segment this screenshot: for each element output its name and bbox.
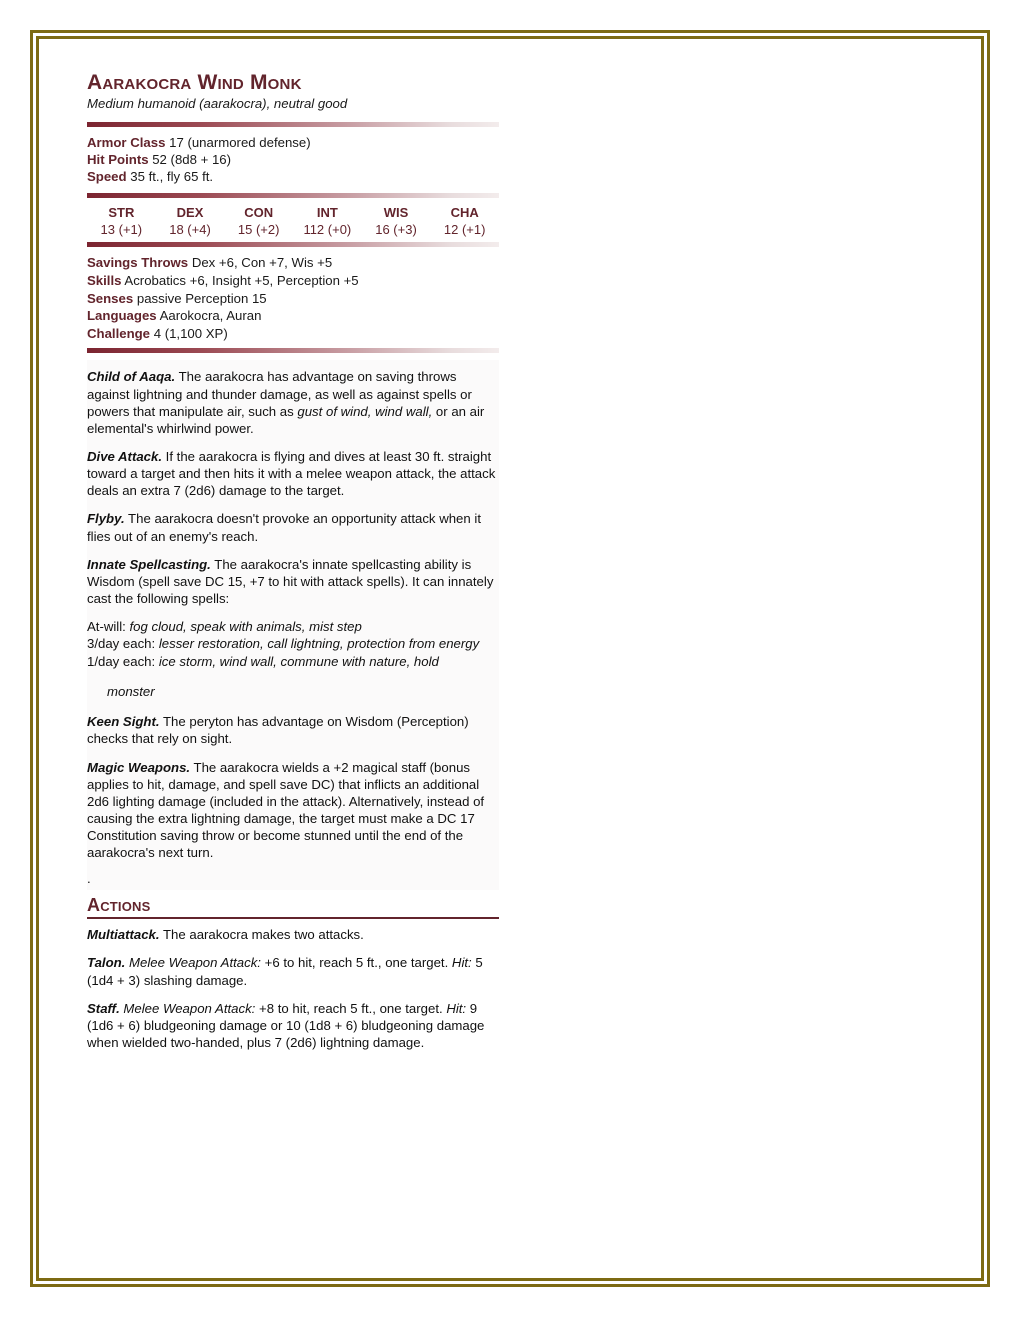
speed-value: 35 ft., fly 65 ft. [130,169,214,185]
saving-throws-label: Savings Throws [87,254,189,270]
trait-keen-sight-name: Keen Sight. [87,714,160,730]
skills-label: Skills [87,272,122,288]
ability-cha-score: 12 (+1) [443,221,486,237]
armor-class-label: Armor Class [87,134,166,150]
spell-three-per-day-spells: lesser restoration, call lightning, protection from energy [158,636,480,652]
trait-child-of-aaqa-name: Child of Aaqa. [87,369,176,385]
trait-keen-sight [87,713,499,747]
ability-dex [156,205,225,239]
ability-cha [430,205,499,239]
action-talon-hit-label: Hit: [451,955,472,971]
ability-con-score: 15 (+2) [237,221,280,237]
trait-child-of-aaqa-text-2: or an air elemental's whirlwind power. [87,403,485,436]
divider-top [87,122,499,127]
languages-line [87,307,499,325]
trait-flyby-text: The aarakocra doesn't provoke an opportunity attack when it flies out of an enemy's reach. [87,511,481,544]
trait-innate-spellcasting-name: Innate Spellcasting. [87,556,211,572]
divider-abilities-bottom [87,242,499,247]
trait-innate-spellcasting-text: The aarakocra's innate spellcasting ability is Wisdom (spell save DC 15, +7 to hit with attack spells). It can innately cast the following spells: [87,556,494,607]
trait-magic-weapons-text: The aarakocra wields a +2 magical staff (bonus applies to hit, damage, and spell save DC) that inflicts an additional 2d6 lighting damage (included in the attack). Alternatively, instead of causing the extra lightning damage, the target must make a DC 17 Constitution saving throw or become stunned until the end of the aarakocra's next turn. [87,759,485,861]
spell-three-per-day-label: 3/day each: [87,636,159,652]
action-staff-name: Staff. [87,1000,120,1016]
ability-str-abbr: STR [108,204,135,220]
trait-dive-attack [87,448,499,499]
action-multiattack-name: Multiattack. [87,927,160,943]
creature-statblock [87,72,499,1062]
spell-at-will-label: At-will: [87,619,130,635]
action-talon-attack-label: Melee Weapon Attack: [125,955,261,971]
action-staff [87,1000,499,1051]
trait-innate-spellcasting [87,556,499,607]
senses-line [87,290,499,308]
trait-child-of-aaqa [87,368,499,437]
ability-int-score: 112 (+0) [303,221,352,237]
challenge-line [87,325,499,343]
actions-section [87,926,499,1051]
spell-line-at-will [87,618,499,635]
action-talon-attack-text: +6 to hit, reach 5 ft., one target. [260,955,452,971]
saving-throws-value: Dex +6, Con +7, Wis +5 [191,254,333,270]
spell-line-three-per-day [87,635,499,652]
ability-wis-score: 16 (+3) [375,221,417,237]
page-title: Aarakocra Wind Monk [87,71,302,94]
ability-wis [362,205,431,239]
trait-keen-sight-text: The peryton has advantage on Wisdom (Perception) checks that rely on sight. [87,714,469,747]
action-staff-hit-text: 9 (1d6 + 6) bludgeoning damage or 10 (1d8 + 6) bludgeoning damage when wielded two-handed, plus 7 (2d6) lightning damage. [87,1000,485,1051]
speed-line [87,168,499,185]
action-staff-attack-text: +8 to hit, reach 5 ft., one target. [255,1000,447,1016]
action-multiattack-text: The aarakocra makes two attacks. [159,927,364,943]
stray-period: . [87,871,91,887]
secondary-attributes [87,254,499,344]
ability-dex-abbr: DEX [176,204,204,220]
ability-int [293,205,362,239]
speed-label: Speed [87,169,127,185]
languages-value: Aarokocra, Auran [159,308,262,324]
spell-one-per-day-continuation: monster [107,683,155,699]
actions-heading: Actions [87,895,151,916]
trait-flyby [87,510,499,544]
ability-con [224,205,293,239]
traits-section [87,360,499,890]
trait-flyby-name: Flyby. [87,511,125,527]
armor-class-line [87,134,499,151]
ability-int-abbr: INT [316,204,338,220]
skills-line [87,272,499,290]
ability-str-score: 13 (+1) [100,221,143,237]
skills-value: Acrobatics +6, Insight +5, Perception +5 [124,272,359,288]
trait-child-of-aaqa-text-1: The aarakocra has advantage on saving throws against lightning and thunder damage, as well as against spells or powers that manipulate air, such as [87,369,472,419]
actions-heading-rule [87,917,499,919]
trait-magic-weapons [87,759,499,862]
divider-traits-top [87,348,499,353]
senses-label: Senses [87,290,134,306]
senses-value: passive Perception 15 [136,290,267,306]
ability-cha-abbr: CHA [450,204,479,220]
spell-at-will-spells: fog cloud, speak with animals, mist step [129,619,362,635]
trait-dive-attack-text: If the aarakocra is flying and dives at least 30 ft. straight toward a target and then hits it with a melee weapon attack, the attack deals an extra 7 (2d6) damage to the target. [87,448,496,499]
defensive-attributes [87,134,499,186]
hit-points-value: 52 (8d8 + 16) [152,151,232,167]
trait-magic-weapons-name: Magic Weapons. [87,759,191,775]
ability-con-abbr: CON [244,204,274,220]
action-multiattack [87,926,499,943]
challenge-value: 4 (1,100 XP) [153,326,228,342]
trait-dive-attack-name: Dive Attack. [87,448,163,464]
ability-wis-abbr: WIS [383,204,409,220]
divider-abilities-top [87,193,499,198]
trait-child-of-aaqa-spells: gust of wind, wind wall, [297,403,433,419]
action-talon-name: Talon. [87,955,126,971]
ability-score-table [87,205,499,239]
spell-one-per-day-label: 1/day each: [87,653,159,669]
action-talon [87,954,499,988]
languages-label: Languages [87,308,157,324]
hit-points-label: Hit Points [87,151,149,167]
spell-one-per-day-spells: ice storm, wind wall, commune with nature, hold [158,653,439,669]
innate-spell-list [87,618,499,700]
challenge-label: Challenge [87,326,151,342]
saving-throws-line [87,254,499,272]
creature-type-line: Medium humanoid (aarakocra), neutral good [87,96,348,112]
action-staff-attack-label: Melee Weapon Attack: [119,1000,256,1016]
action-staff-hit-label: Hit: [446,1000,467,1016]
ability-dex-score: 18 (+4) [169,221,211,237]
armor-class-value: 17 (unarmored defense) [169,134,311,150]
spell-line-one-per-day [87,653,499,670]
hit-points-line [87,151,499,168]
ability-str [87,205,156,239]
action-talon-hit-text: 5 (1d4 + 3) slashing damage. [87,955,483,988]
